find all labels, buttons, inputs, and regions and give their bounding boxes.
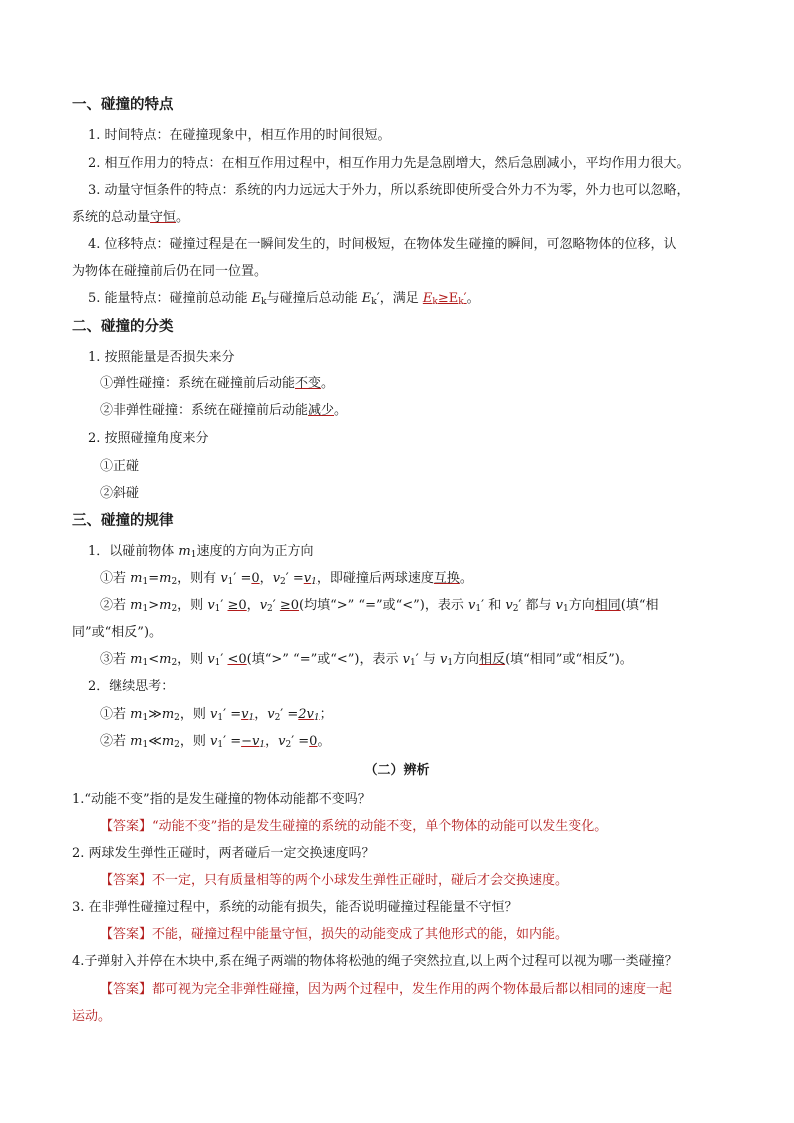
- answer-blank: $2v_1$: [298, 707, 320, 723]
- answer-blank: 0: [251, 571, 260, 586]
- answer-blank: $E_k\ge E_k'$: [422, 291, 467, 307]
- s1-item-1: 1. 时间特点：在碰撞现象中，相互作用的时间很短。: [88, 128, 391, 143]
- section1-heading: 一、碰撞的特点: [72, 96, 174, 113]
- s3-line-5: 2．继续思考：: [88, 679, 175, 694]
- s2-line-2: ①弹性碰撞：系统在碰撞前后动能不变。: [100, 376, 335, 391]
- s1-item-3: 3. 动量守恒条件的特点：系统的内力远远大于外力，所以系统即使所受合外力不为零，外力也可以忽略，: [88, 183, 690, 198]
- answer-4-cont: 运动。: [72, 1009, 112, 1024]
- answer-blank: 互换: [433, 571, 460, 586]
- answer-1: 【答案】“动能不变”指的是发生碰撞的系统的动能不变，单个物体的动能可以发生变化。: [100, 819, 608, 834]
- section2-heading: 二、碰撞的分类: [72, 318, 174, 335]
- s3-line-4: ③若 $m_1<m_2$，则 $v_1' <0$(填“>” “=”或“<”)，表示 $v_1'$ 与 $v_1$方向相反(填“相同”或“相反”)。: [100, 652, 633, 668]
- question-4: 4.子弹射入并停在木块中,系在绳子两端的物体将松弛的绳子突然拉直,以上两个过程可以视为哪一类碰撞？: [72, 954, 678, 969]
- s3-line-1: 1．以碰前物体 $m_1$速度的方向为正方向: [88, 544, 314, 560]
- s1-item-2: 2. 相互作用力的特点：在相互作用过程中，相互作用力先是急剧增大，然后急剧减小，平均作用力很大。: [88, 156, 690, 171]
- question-3: 3. 在非弹性碰撞过程中，系统的动能有损失，能否说明碰撞过程能量不守恒？: [72, 900, 518, 915]
- answer-blank: $-v_1$: [241, 734, 266, 750]
- answer-blank: 0: [309, 734, 318, 749]
- s3-line-6: ①若 $m_1≫m_2$，则 $v_1' =v_1$，$v_2' =2v_1$；: [100, 707, 333, 723]
- s3-line-3-cont: 同”或“相反”)。: [72, 625, 163, 640]
- s2-line-5: ①正碰: [100, 459, 140, 474]
- s3-line-7: ②若 $m_1≪m_2$，则 $v_1' =-v_1$，$v_2' =0$。: [100, 734, 331, 750]
- s1-item-4-cont: 为物体在碰撞前后仍在同一位置。: [72, 264, 268, 279]
- s1-item-3-cont: 系统的总动量守恒。: [72, 210, 190, 225]
- s2-line-3: ②非弹性碰撞：系统在碰撞前后动能减少。: [100, 403, 348, 418]
- answer-blank: 相同: [594, 598, 621, 613]
- s2-line-6: ②斜碰: [100, 486, 140, 501]
- answer-2: 【答案】不一定，只有质量相等的两个小球发生弹性正碰时，碰后才会交换速度。: [100, 873, 569, 888]
- answer-4: 【答案】都可视为完全非弹性碰撞，因为两个过程中，发生作用的两个物体最后都以相同的速度一起: [100, 982, 673, 997]
- section3-heading: 三、碰撞的规律: [72, 512, 174, 529]
- s3-line-2: ①若 $m_1=m_2$，则有 $v_1' =0$，$v_2' =v_1$，即碰撞后两球速度互换。: [100, 571, 473, 587]
- s1-item-5: 5. 能量特点：碰撞前总动能 $E_k$与碰撞后总动能 $E_k'$，满足 $E_k\ge E_k'$。: [88, 291, 480, 307]
- answer-blank: 不变: [295, 376, 322, 391]
- answer-blank: ≥0: [279, 598, 300, 613]
- question-1: 1.“动能不变”指的是发生碰撞的物体动能都不变吗？: [72, 792, 371, 807]
- answer-blank: $v_1$: [303, 571, 317, 587]
- answer-blank: $v_1$: [241, 707, 255, 723]
- analysis-title: （二）辨析: [364, 763, 430, 778]
- question-2: 2. 两球发生弹性正碰时，两者碰后一定交换速度吗？: [72, 846, 375, 861]
- answer-blank: 相反: [479, 652, 506, 667]
- s1-item-4: 4. 位移特点：碰撞过程是在一瞬间发生的，时间极短，在物体发生碰撞的瞬间，可忽略物体的位移，认: [88, 237, 677, 252]
- answer-3: 【答案】不能，碰撞过程中能量守恒，损失的动能变成了其他形式的能，如内能。: [100, 927, 569, 942]
- answer-blank: ≥0: [227, 598, 247, 613]
- answer-blank: 守恒: [150, 210, 177, 225]
- s2-line-1: 1. 按照能量是否损失来分: [88, 350, 235, 365]
- answer-blank: <0: [227, 652, 247, 667]
- s3-line-3: ②若 $m_1>m_2$，则 $v_1' \ge 0$，$v_2' \ge 0$(均填“>” “=”或“<”)，表示 $v_1'$ 和 $v_2'$ 都与 $v_1$方向相同(填“相: [100, 598, 659, 614]
- answer-blank: 减少: [308, 403, 335, 418]
- s2-line-4: 2. 按照碰撞角度来分: [88, 431, 209, 446]
